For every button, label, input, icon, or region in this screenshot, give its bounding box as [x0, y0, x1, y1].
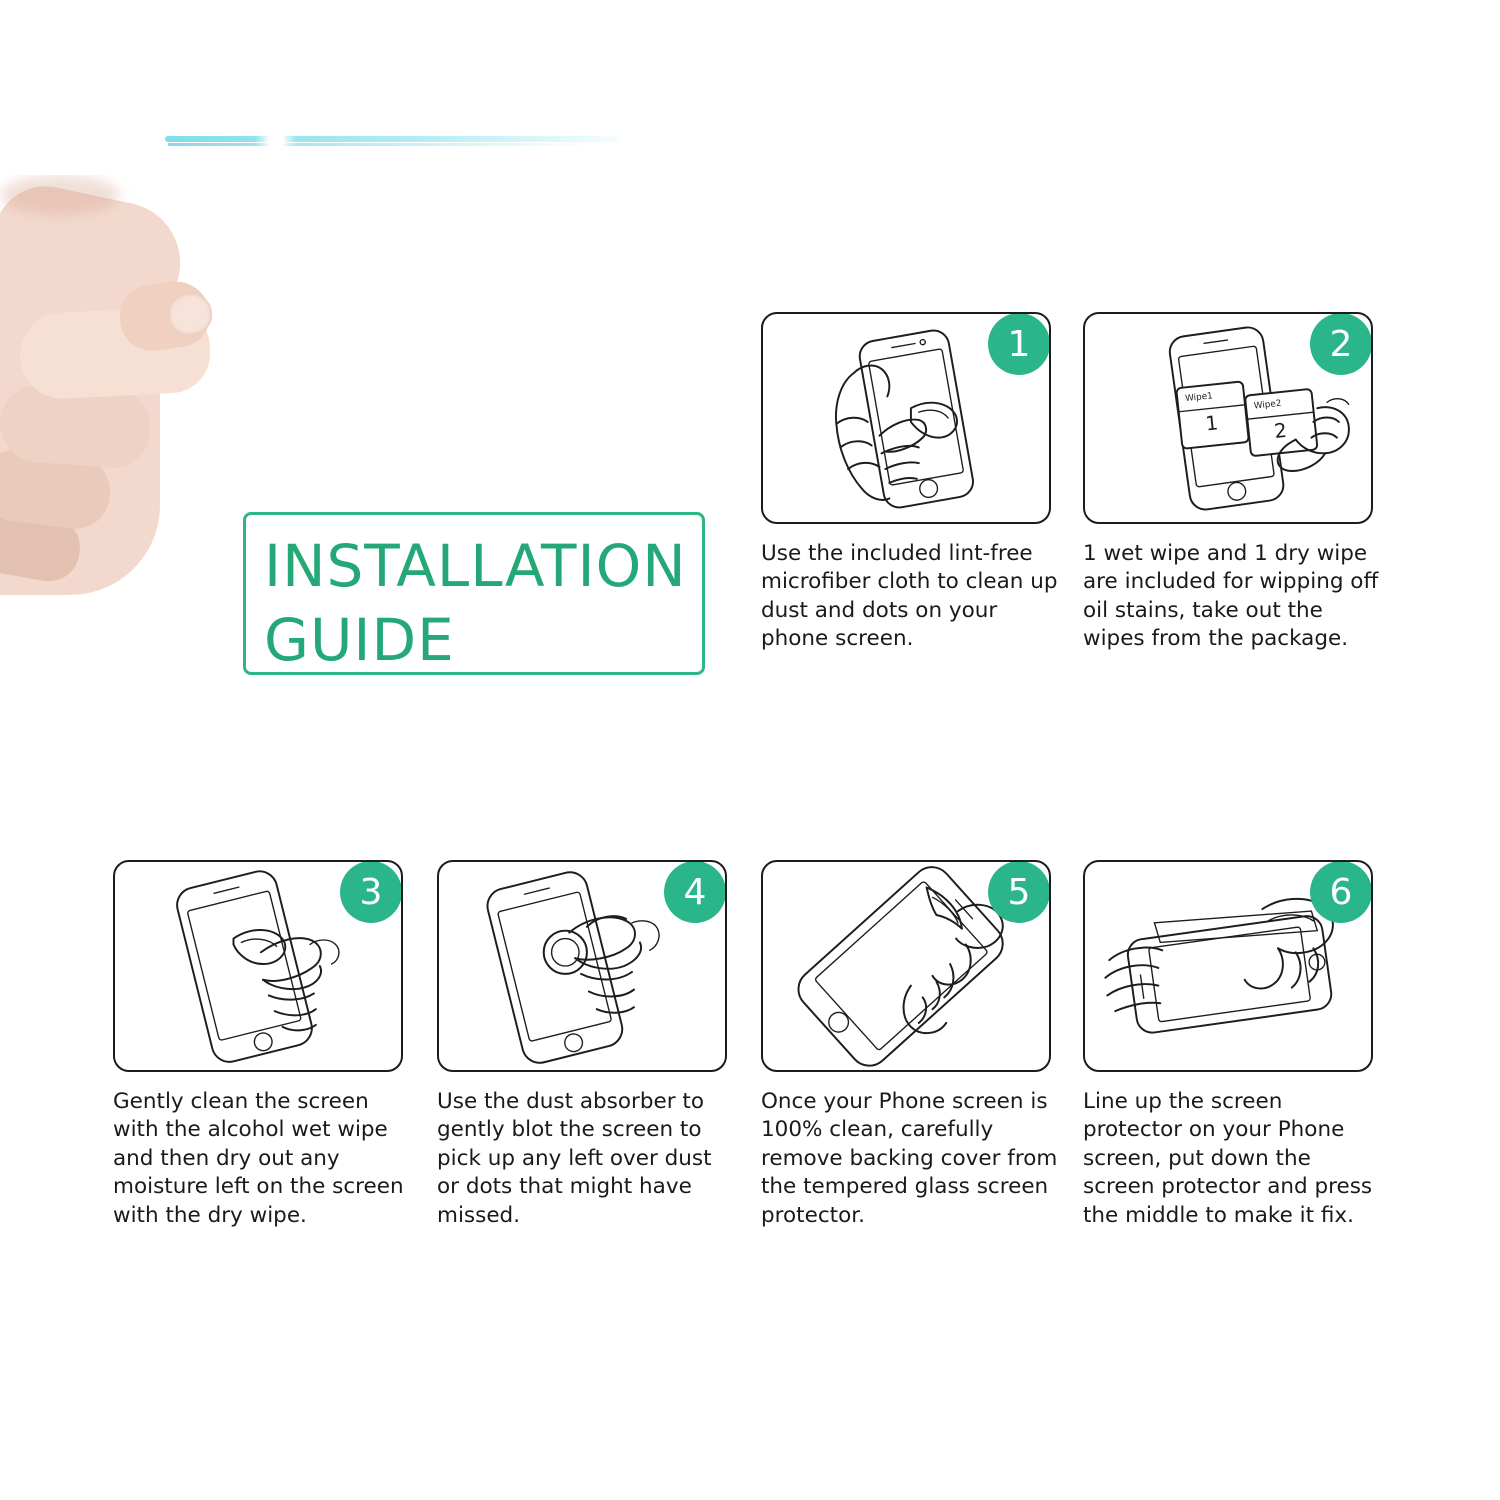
title-line-2: GUIDE: [264, 606, 455, 674]
tempered-glass-sheet: [165, 136, 620, 142]
step-4-number-badge: 4: [664, 861, 726, 923]
knuckle-shadow: [0, 175, 120, 215]
step-4: [437, 860, 727, 1230]
step-5-caption: Once your Phone screen is 100% clean, carefully remove backing cover from the tempered glass screen protector.: [761, 1089, 1058, 1228]
step-6: [1083, 860, 1373, 1230]
step-2: [1083, 312, 1379, 654]
step-6-number-badge: 6: [1310, 861, 1372, 923]
step-5: [761, 860, 1058, 1230]
svg-text:Wipe2: Wipe2: [1253, 398, 1282, 412]
step-2-illustration-panel: [1083, 312, 1373, 524]
step-3-illustration-panel: [113, 860, 403, 1072]
step-4-illustration-panel: [437, 860, 727, 1072]
title-line-1: INSTALLATION: [264, 532, 687, 600]
step-1: [761, 312, 1058, 654]
step-3: [113, 860, 403, 1230]
step-6-illustration-panel: [1083, 860, 1373, 1072]
step-1-illustration-panel: [761, 312, 1051, 524]
step-1-caption: Use the included lint-free microfiber cloth to clean up dust and dots on your phone screen.: [761, 541, 1058, 652]
step-2-caption: 1 wet wipe and 1 dry wipe are included for wipping off oil stains, take out the wipes from the package.: [1083, 541, 1379, 652]
tempered-glass-sheet-edge: [168, 143, 588, 146]
step-2-number-badge: 2: [1310, 313, 1372, 375]
sparkle-icon: [248, 112, 304, 168]
step-3-number-badge: 3: [340, 861, 402, 923]
svg-text:Wipe1: Wipe1: [1184, 391, 1214, 405]
svg-text:1: 1: [1204, 411, 1220, 436]
svg-text:2: 2: [1273, 418, 1288, 443]
step-3-caption: Gently clean the screen with the alcohol wet wipe and then dry out any moisture left on the screen with the dry wipe.: [113, 1089, 404, 1228]
page-title: [243, 512, 705, 675]
step-1-number-badge: 1: [988, 313, 1050, 375]
step-5-illustration-panel: [761, 860, 1051, 1072]
step-6-caption: Line up the screen protector on your Phone screen, put down the screen protector and press the middle to make it fix.: [1083, 1089, 1373, 1228]
step-5-number-badge: 5: [988, 861, 1050, 923]
sparkle-core: [265, 129, 287, 151]
step-4-caption: Use the dust absorber to gently blot the screen to pick up any left over dust or dots that might have missed.: [437, 1089, 712, 1228]
